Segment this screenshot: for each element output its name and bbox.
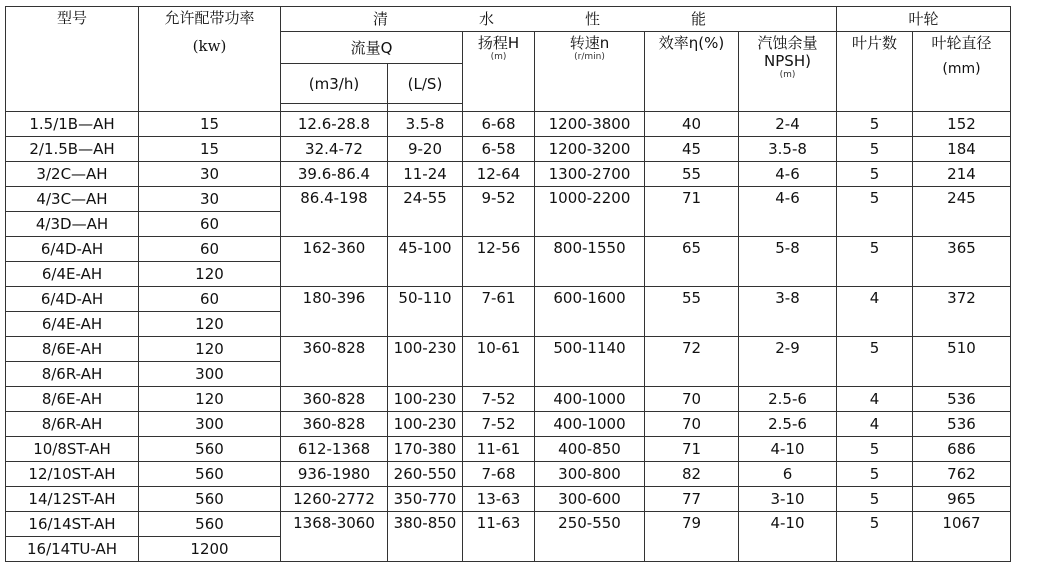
cell-flow-ls: 260-550: [388, 462, 463, 487]
header-flow-m3h: (m3/h): [281, 64, 388, 104]
cell-efficiency: 55: [645, 287, 739, 337]
cell-blades: 4: [837, 387, 913, 412]
cell-npsh: 2.5-6: [739, 412, 837, 437]
header-efficiency: 效率η(%): [645, 32, 739, 112]
header-diameter-label: 叶轮直径: [931, 34, 992, 52]
cell-power: 60: [139, 212, 281, 237]
cell-head: 13-63: [463, 487, 535, 512]
table-row: [6, 287, 1011, 312]
header-npsh-label: NPSH): [764, 52, 811, 70]
cell-power: 120: [139, 337, 281, 362]
cell-model: 8/6E-AH: [6, 387, 139, 412]
header-speed-unit: (r/min): [574, 52, 605, 62]
cell-flow-m3h: 360-828: [281, 412, 388, 437]
cell-flow-ls: 350-770: [388, 487, 463, 512]
header-diameter: [913, 32, 1011, 112]
cell-power: 15: [139, 137, 281, 162]
cell-flow-ls: 45-100: [388, 237, 463, 287]
header-head: [463, 32, 535, 112]
cell-npsh: 3.5-8: [739, 137, 837, 162]
cell-npsh: 3-8: [739, 287, 837, 337]
cell-diameter: 536: [913, 387, 1011, 412]
cell-power: 300: [139, 412, 281, 437]
header-flow-m3h-spacer: [281, 104, 388, 112]
cell-flow-m3h: 180-396: [281, 287, 388, 337]
cell-efficiency: 70: [645, 387, 739, 412]
header-flow: 流量Q: [281, 32, 463, 64]
cell-npsh: 4-6: [739, 187, 837, 237]
cell-head: 7-52: [463, 412, 535, 437]
cell-power: 120: [139, 262, 281, 287]
cell-model: 2/1.5B—AH: [6, 137, 139, 162]
cell-npsh: 3-10: [739, 487, 837, 512]
cell-head: 12-56: [463, 237, 535, 287]
cell-efficiency: 65: [645, 237, 739, 287]
cell-diameter: 184: [913, 137, 1011, 162]
cell-flow-m3h: 12.6-28.8: [281, 112, 388, 137]
cell-power: 560: [139, 487, 281, 512]
cell-power: 120: [139, 387, 281, 412]
table-row: [6, 462, 1011, 487]
cell-diameter: 762: [913, 462, 1011, 487]
cell-head: 7-68: [463, 462, 535, 487]
cell-flow-m3h: 360-828: [281, 337, 388, 387]
cell-speed: 300-600: [535, 487, 645, 512]
cell-flow-ls: 100-230: [388, 387, 463, 412]
cell-power: 30: [139, 187, 281, 212]
header-model: 型号: [6, 7, 139, 112]
cell-efficiency: 77: [645, 487, 739, 512]
table-row: [6, 162, 1011, 187]
table-row: [6, 137, 1011, 162]
header-npsh: [739, 32, 837, 112]
cell-speed: 1200-3200: [535, 137, 645, 162]
cell-efficiency: 45: [645, 137, 739, 162]
cell-flow-m3h: 32.4-72: [281, 137, 388, 162]
cell-speed: 800-1550: [535, 237, 645, 287]
cell-blades: 5: [837, 187, 913, 237]
cell-diameter: 536: [913, 412, 1011, 437]
cell-model: 16/14ST-AH: [6, 512, 139, 537]
cell-blades: 5: [837, 487, 913, 512]
cell-diameter: 245: [913, 187, 1011, 237]
cell-power: 300: [139, 362, 281, 387]
cell-npsh: 2-9: [739, 337, 837, 387]
cell-blades: 4: [837, 412, 913, 437]
cell-power: 30: [139, 162, 281, 187]
table-row: [6, 512, 1011, 537]
cell-flow-ls: 3.5-8: [388, 112, 463, 137]
pump-spec-table: [5, 6, 1011, 562]
table-row: [6, 237, 1011, 262]
cell-diameter: 152: [913, 112, 1011, 137]
cell-power: 60: [139, 237, 281, 262]
cell-blades: 4: [837, 287, 913, 337]
table-row: [6, 187, 1011, 212]
cell-model: 8/6R-AH: [6, 412, 139, 437]
cell-blades: 5: [837, 137, 913, 162]
cell-flow-m3h: 612-1368: [281, 437, 388, 462]
cell-flow-ls: 100-230: [388, 337, 463, 387]
cell-efficiency: 55: [645, 162, 739, 187]
table-row: [6, 387, 1011, 412]
cell-efficiency: 71: [645, 437, 739, 462]
header-clear-water: 清 水 性 能: [281, 7, 837, 32]
cell-model: 14/12ST-AH: [6, 487, 139, 512]
cell-flow-ls: 9-20: [388, 137, 463, 162]
cell-diameter: 365: [913, 237, 1011, 287]
table-row: [6, 112, 1011, 137]
cell-blades: 5: [837, 512, 913, 562]
cell-flow-m3h: 360-828: [281, 387, 388, 412]
cell-blades: 5: [837, 462, 913, 487]
cell-flow-ls: 170-380: [388, 437, 463, 462]
cell-speed: 400-850: [535, 437, 645, 462]
table-row: [6, 487, 1011, 512]
cell-diameter: 372: [913, 287, 1011, 337]
header-diameter-unit: (mm): [942, 61, 981, 77]
cell-efficiency: 79: [645, 512, 739, 562]
cell-npsh: 4-10: [739, 437, 837, 462]
cell-power: 120: [139, 312, 281, 337]
cell-model: 3/2C—AH: [6, 162, 139, 187]
cell-speed: 250-550: [535, 512, 645, 562]
cell-diameter: 686: [913, 437, 1011, 462]
cell-flow-m3h: 162-360: [281, 237, 388, 287]
cell-power: 560: [139, 437, 281, 462]
cell-flow-ls: 100-230: [388, 412, 463, 437]
cell-flow-m3h: 1368-3060: [281, 512, 388, 562]
cell-power: 560: [139, 462, 281, 487]
cell-head: 6-58: [463, 137, 535, 162]
cell-power: 15: [139, 112, 281, 137]
cell-blades: 5: [837, 337, 913, 387]
header-npsh-cn: 汽蚀余量: [757, 34, 818, 52]
cell-speed: 400-1000: [535, 412, 645, 437]
cell-diameter: 1067: [913, 512, 1011, 562]
cell-head: 11-63: [463, 512, 535, 562]
cell-npsh: 6: [739, 462, 837, 487]
cell-efficiency: 72: [645, 337, 739, 387]
cell-blades: 5: [837, 237, 913, 287]
cell-flow-m3h: 39.6-86.4: [281, 162, 388, 187]
table-row: [6, 412, 1011, 437]
cell-flow-ls: 24-55: [388, 187, 463, 237]
cell-model: 6/4D-AH: [6, 287, 139, 312]
header-speed-label: 转速n: [569, 34, 610, 52]
cell-model: 6/4E-AH: [6, 262, 139, 287]
cell-model: 1.5/1B—AH: [6, 112, 139, 137]
cell-model: 16/14TU-AH: [6, 537, 139, 562]
cell-flow-ls: 11-24: [388, 162, 463, 187]
cell-head: 7-52: [463, 387, 535, 412]
cell-power: 560: [139, 512, 281, 537]
cell-diameter: 510: [913, 337, 1011, 387]
cell-efficiency: 40: [645, 112, 739, 137]
cell-speed: 1000-2200: [535, 187, 645, 237]
cell-head: 9-52: [463, 187, 535, 237]
cell-model: 12/10ST-AH: [6, 462, 139, 487]
cell-npsh: 4-6: [739, 162, 837, 187]
header-power: [139, 7, 281, 112]
cell-head: 12-64: [463, 162, 535, 187]
cell-npsh: 4-10: [739, 512, 837, 562]
cell-blades: 5: [837, 112, 913, 137]
cell-speed: 300-800: [535, 462, 645, 487]
cell-head: 6-68: [463, 112, 535, 137]
cell-blades: 5: [837, 437, 913, 462]
header-speed: [535, 32, 645, 112]
cell-model: 4/3C—AH: [6, 187, 139, 212]
cell-flow-m3h: 1260-2772: [281, 487, 388, 512]
cell-head: 10-61: [463, 337, 535, 387]
cell-model: 8/6E-AH: [6, 337, 139, 362]
cell-model: 6/4E-AH: [6, 312, 139, 337]
header-power-unit: (kw): [192, 37, 227, 55]
header-impeller: 叶轮: [837, 7, 1011, 32]
cell-power: 1200: [139, 537, 281, 562]
cell-model: 4/3D—AH: [6, 212, 139, 237]
header-npsh-unit: (m): [779, 70, 796, 80]
table-row: [6, 437, 1011, 462]
table-row: [6, 337, 1011, 362]
cell-diameter: 965: [913, 487, 1011, 512]
cell-flow-ls: 50-110: [388, 287, 463, 337]
cell-speed: 600-1600: [535, 287, 645, 337]
cell-npsh: 5-8: [739, 237, 837, 287]
cell-model: 6/4D-AH: [6, 237, 139, 262]
cell-efficiency: 70: [645, 412, 739, 437]
cell-speed: 500-1140: [535, 337, 645, 387]
cell-diameter: 214: [913, 162, 1011, 187]
header-head-label: 扬程H: [477, 34, 520, 52]
cell-model: 10/8ST-AH: [6, 437, 139, 462]
cell-head: 7-61: [463, 287, 535, 337]
cell-flow-ls: 380-850: [388, 512, 463, 562]
cell-head: 11-61: [463, 437, 535, 462]
header-flow-ls: (L/S): [388, 64, 463, 104]
cell-speed: 1300-2700: [535, 162, 645, 187]
cell-model: 8/6R-AH: [6, 362, 139, 387]
header-head-unit: (m): [490, 52, 507, 62]
cell-npsh: 2-4: [739, 112, 837, 137]
cell-speed: 1200-3800: [535, 112, 645, 137]
cell-flow-m3h: 86.4-198: [281, 187, 388, 237]
cell-efficiency: 82: [645, 462, 739, 487]
header-blades: 叶片数: [837, 32, 913, 112]
cell-blades: 5: [837, 162, 913, 187]
cell-efficiency: 71: [645, 187, 739, 237]
header-flow-ls-spacer: [388, 104, 463, 112]
header-power-label: 允许配带功率: [164, 9, 255, 27]
cell-power: 60: [139, 287, 281, 312]
cell-flow-m3h: 936-1980: [281, 462, 388, 487]
cell-speed: 400-1000: [535, 387, 645, 412]
cell-npsh: 2.5-6: [739, 387, 837, 412]
